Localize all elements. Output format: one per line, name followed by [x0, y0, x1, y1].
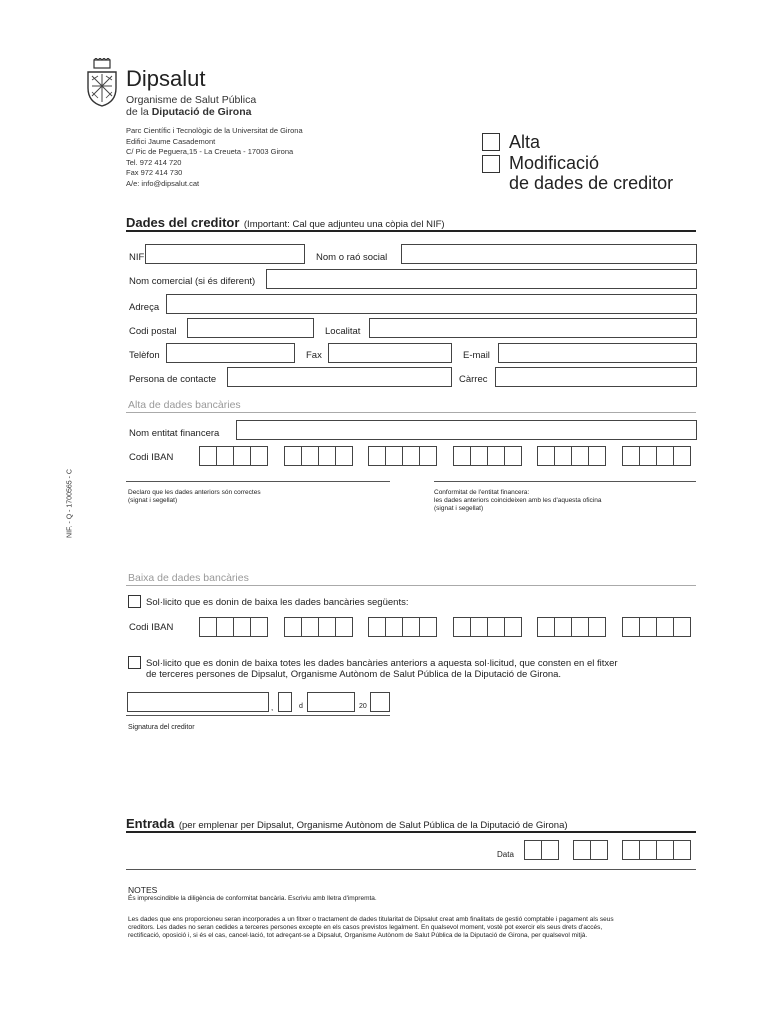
conformitat-text [434, 489, 601, 513]
data-label: Data [497, 850, 514, 859]
baixa-option1-checkbox[interactable] [128, 595, 141, 608]
coat-of-arms-logo [84, 58, 120, 108]
comercial-field[interactable] [266, 269, 697, 289]
comma-separator: , [271, 703, 274, 712]
brand-name: Dipsalut [126, 66, 206, 91]
email-label: E-mail [463, 350, 490, 361]
date-year-cells[interactable] [622, 840, 690, 860]
address-line: Fax 972 414 730 [126, 168, 183, 177]
year-prefix: 20 [359, 703, 367, 710]
date-underline [126, 715, 390, 716]
notes-para-line: rectificació, oposició i, si és el cas, cancel·lació, tot adreçant-se a Dipsalut, Organisme Autònom de Salut Pública de la Diputació de Girona, per qualsevol mitjà. [128, 932, 588, 939]
baixa-option1-label: Sol·licito que es donin de baixa les dades bancàries següents: [146, 597, 409, 608]
entitat-label: Nom entitat financera [129, 428, 220, 439]
codi-postal-field[interactable] [187, 318, 314, 338]
creditor-note: (Important: Cal que adjunteu una còpia del NIF) [243, 219, 445, 230]
baixa-section-title: Baixa de dades bancàries [128, 572, 249, 584]
notes-para-line: Les dades que ens proporcioneu seran incorporades a un fitxer o tractament de dades titularitat de Dipsalut creat amb finalitats de gestió comptable i pagament als seus [128, 916, 614, 923]
address-line: Edifici Jaume Casademont [126, 136, 216, 146]
baixa-option2-line2: de terceres persones de Dipsalut, Organisme Autònom de Salut Pública de la Diputació de Girona. [146, 669, 562, 680]
creditor-title: Dades del creditor [126, 215, 240, 230]
baixa-iban-group[interactable] [453, 617, 521, 637]
telefon-field[interactable] [166, 343, 295, 363]
alta-checkbox[interactable] [482, 133, 500, 151]
adreca-field[interactable] [166, 294, 697, 314]
telefon-label: Telèfon [129, 350, 160, 361]
localitat-label: Localitat [325, 326, 361, 337]
year-field[interactable] [370, 692, 390, 712]
baixa-option2-checkbox[interactable] [128, 656, 141, 669]
side-code: NIF. - Q - 1700565 - C [66, 469, 74, 538]
address-line: Tel. 972 414 720 [126, 157, 182, 167]
month-field[interactable] [307, 692, 355, 712]
declaro-line: (signat i segellat) [128, 497, 178, 504]
iban-group[interactable] [453, 446, 521, 466]
address-line: Parc Científic i Tecnològic de la Universitat de Girona [126, 126, 303, 135]
declaro-line: Declaro que les dades anteriors són correctes [128, 489, 261, 496]
creditor-data-label: de dades de creditor [509, 173, 674, 193]
notes-para-line: creditors. Les dades no seran cedides a terceres persones excepte en els casos previstos legalment. En qualsevol moment, vostè pot exercir els seus drets d'accés, [128, 924, 603, 931]
baixa-iban-group[interactable] [368, 617, 436, 637]
brand-subtitle-2 [126, 106, 251, 118]
conformitat-line: Conformitat de l'entitat financera: [434, 489, 530, 496]
entrada-divider [126, 831, 696, 833]
baixa-iban-label: Codi IBAN [129, 622, 174, 633]
place-field[interactable] [127, 692, 269, 712]
address-line: C/ Pic de Peguera,15 - La Creueta - 17003 Girona [126, 147, 294, 156]
address-line: A/e: info@dipsalut.cat [126, 178, 200, 188]
persona-label: Persona de contacte [129, 374, 217, 385]
iban-group[interactable] [199, 446, 267, 466]
baixa-iban-group[interactable] [537, 617, 605, 637]
notes-title: NOTES [128, 885, 158, 895]
subtitle-bold: Diputació de Girona [151, 106, 252, 118]
date-day-cells[interactable] [524, 840, 558, 860]
declaro-signature-line [126, 481, 390, 482]
carrec-label: Càrrec [459, 374, 488, 385]
persona-field[interactable] [227, 367, 452, 387]
modificacio-checkbox[interactable] [482, 155, 500, 173]
codi-postal-label: Codi postal [129, 326, 177, 337]
baixa-iban-group[interactable] [622, 617, 690, 637]
entitat-field[interactable] [236, 420, 697, 440]
comercial-label: Nom comercial (si és diferent) [129, 276, 256, 287]
baixa-iban-group[interactable] [199, 617, 267, 637]
date-month-cells[interactable] [573, 840, 607, 860]
nom-label: Nom o raó social [316, 252, 388, 263]
modificacio-label: Modificació [509, 153, 600, 173]
conformitat-line: les dades anteriors coincideixen amb les d'aquesta oficina [434, 497, 602, 504]
signatura-label: Signatura del creditor [128, 724, 195, 731]
alta-divider [126, 412, 696, 413]
iban-group[interactable] [622, 446, 690, 466]
email-field[interactable] [498, 343, 697, 363]
subtitle-prefix: de la [126, 106, 152, 118]
notes-line1: És imprescindible la diligència de conformitat bancària. Escriviu amb lletra d'impremta. [128, 895, 377, 902]
entrada-title: Entrada [126, 816, 175, 831]
nom-field[interactable] [401, 244, 697, 264]
alta-section-title: Alta de dades bancàries [128, 399, 241, 411]
adreca-label: Adreça [129, 302, 160, 313]
entrada-note: (per emplenar per Dipsalut, Organisme Autònom de Salut Pública de la Diputació de Girona) [178, 820, 568, 831]
nif-label: NIF [129, 252, 145, 263]
alta-label: Alta [509, 132, 541, 152]
brand-subtitle-1: Organisme de Salut Pública [126, 94, 257, 106]
nif-field[interactable] [145, 244, 305, 264]
day-field[interactable] [278, 692, 292, 712]
creditor-divider [126, 230, 696, 232]
baixa-iban-group[interactable] [284, 617, 352, 637]
baixa-divider [126, 585, 696, 586]
iban-group[interactable] [284, 446, 352, 466]
baixa-option2-line1: Sol·licito que es donin de baixa totes les dades bancàries anteriors a aquesta sol·licitud, que consten en el fitxer [146, 658, 618, 669]
notes-paragraph [128, 916, 614, 940]
d-separator: d [299, 703, 303, 710]
conformitat-line: (signat i segellat) [434, 505, 484, 512]
fax-label: Fax [306, 350, 322, 361]
localitat-field[interactable] [369, 318, 697, 338]
fax-field[interactable] [328, 343, 452, 363]
iban-group[interactable] [537, 446, 605, 466]
iban-label: Codi IBAN [129, 452, 174, 463]
conformitat-signature-line [434, 481, 696, 482]
carrec-field[interactable] [495, 367, 697, 387]
iban-group[interactable] [368, 446, 436, 466]
address-block [126, 126, 303, 189]
entrada-bottom-rule [126, 869, 696, 870]
declaro-text [128, 489, 261, 505]
